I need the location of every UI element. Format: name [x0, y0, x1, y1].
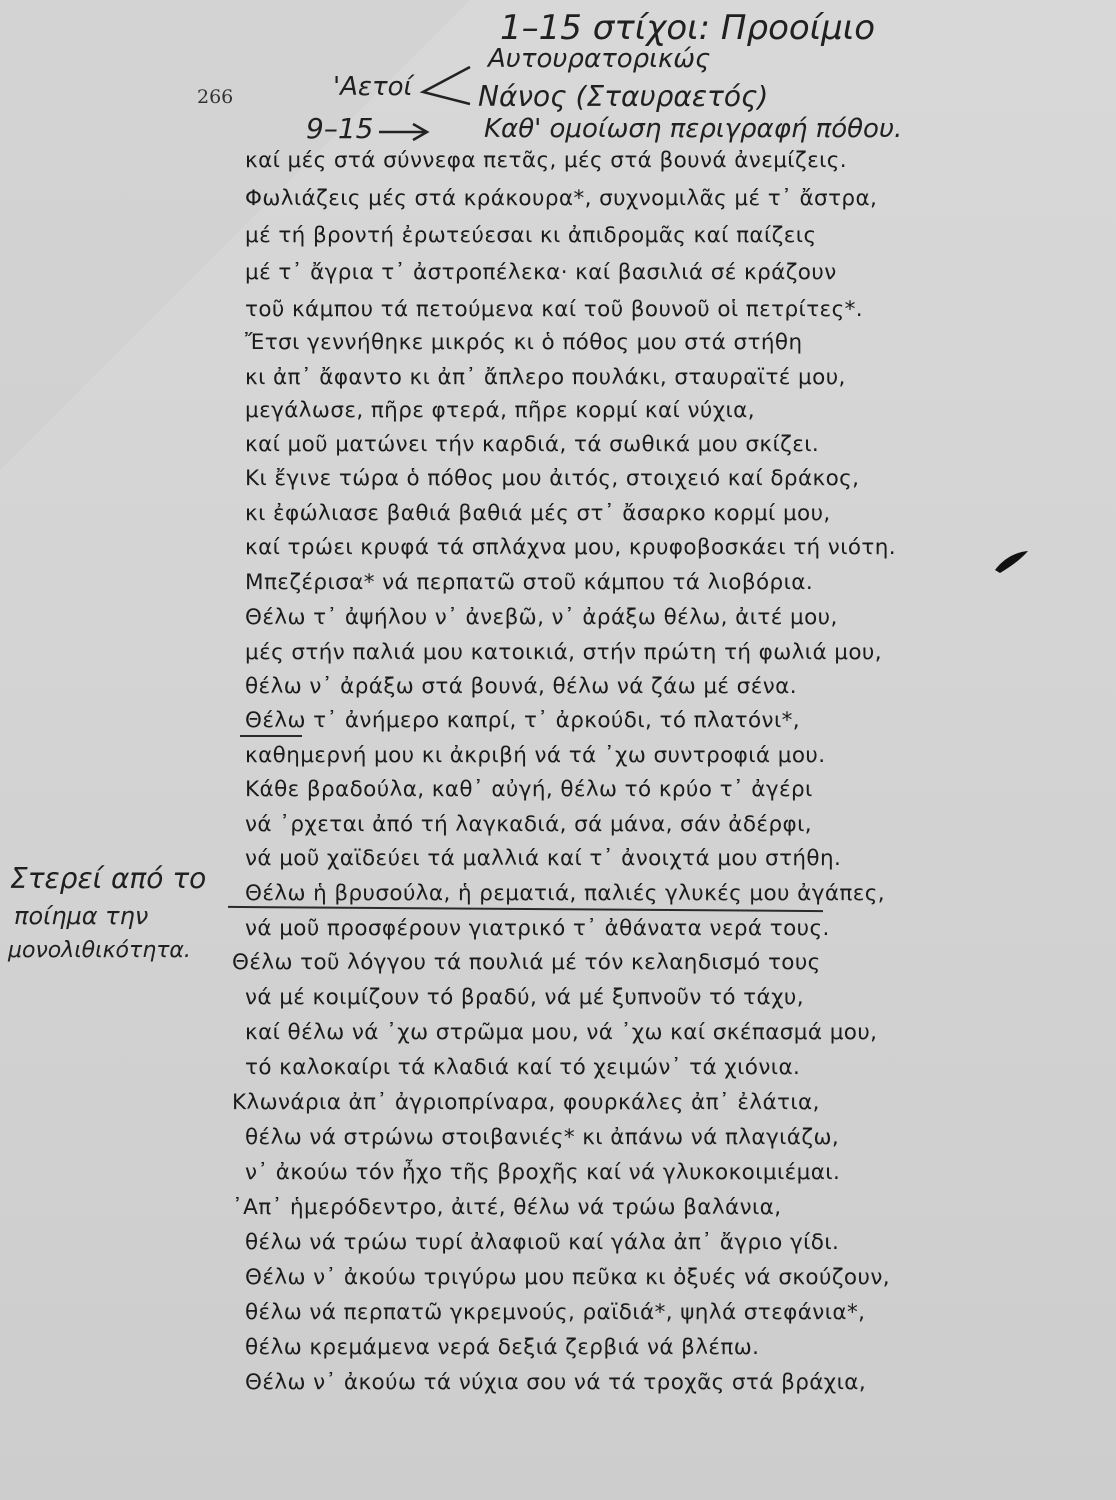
poem-line: μέ τ᾽ ἄγρια τ᾽ ἀστροπέλεκα· καί βασιλιά σέ κράζουν — [245, 260, 837, 285]
margin-note-line: Στερεί από το — [10, 862, 207, 895]
poem-line: καθημερνή μου κι ἀκριβή νά τά ᾽χω συντροφιά μου. — [245, 743, 826, 768]
poem-line: Κλωνάρια ἀπ᾽ ἀγριοπρίναρα, φουρκάλες ἀπ᾽ ἐλάτια, — [232, 1090, 820, 1115]
poem-line: Θέλω ἡ βρυσούλα, ἡ ρεματιά, παλιές γλυκές μου ἀγάπες, — [245, 881, 886, 906]
poem-line: θέλω κρεμάμενα νερά δεξιά ζερβιά νά βλέπω. — [245, 1335, 760, 1360]
handwritten-note-verses: 1–15 στίχοι: Προοίμιο — [500, 8, 876, 48]
handwritten-note-description: Καθ' ομοίωση περιγραφή πόθου. — [484, 114, 903, 144]
poem-line: νά μοῦ προσφέρουν γιατρικό τ᾽ ἀθάνατα νερά τους. — [245, 916, 830, 941]
poem-line: καί θέλω νά ᾽χω στρῶμα μου, νά ᾽χω καί σκέπασμά μου, — [245, 1020, 878, 1045]
poem-line: Φωλιάζεις μές στά κράκουρα*, συχνομιλᾶς μέ τ᾽ ἄστρα, — [245, 186, 878, 211]
poem-line: καί μοῦ ματώνει τήν καρδιά, τά σωθικά μου σκίζει. — [245, 432, 820, 457]
poem-line: νά ᾽ρχεται ἀπό τή λαγκαδιά, σά μάνα, σάν ἀδέρφι, — [245, 812, 812, 837]
margin-note-line: ποίημα την — [14, 902, 149, 930]
poem-line: Θέλω τ᾽ ἀνήμερο καπρί, τ᾽ ἀρκούδι, τό πλατόνι*, — [245, 708, 801, 733]
pencil-underline — [228, 906, 823, 912]
poem-line: μέ τή βροντή ἐρωτεύεσαι κι ἀπιδρομᾶς καί παίζεις — [245, 223, 817, 248]
poem-line: μεγάλωσε, πῆρε φτερά, πῆρε κορμί καί νύχια, — [245, 398, 755, 423]
poem-line: Θέλω τ᾽ ἀψήλου ν᾽ ἀνεβῶ, ν᾽ ἀράξω θέλω, ἀιτέ μου, — [245, 605, 838, 630]
poem-line: νά μοῦ χαϊδεύει τά μαλλιά καί τ᾽ ἀνοιχτά μου στήθη. — [245, 846, 842, 871]
pencil-underline — [240, 735, 302, 737]
handwritten-note-autocratoric: Αυτουρατορικώς — [488, 44, 711, 74]
poem-line: τό καλοκαίρι τά κλαδιά καί τό χειμών᾽ τά χιόνια. — [245, 1055, 801, 1080]
poem-line: θέλω νά στρώνω στοιβανιές* κι ἀπάνω νά πλαγιάζω, — [245, 1125, 840, 1150]
poem-line: θέλω νά περπατῶ γκρεμνούς, ραϊδιά*, ψηλά στεφάνια*, — [245, 1300, 866, 1325]
handwritten-note-nanos: Νάνος (Σταυραετός) — [478, 80, 769, 113]
poem-line: τοῦ κάμπου τά πετούμενα καί τοῦ βουνοῦ οἱ πετρίτες*. — [245, 297, 863, 322]
bracket-mark-icon — [415, 62, 475, 112]
poem-line: ν᾽ ἀκούω τόν ἦχο τῆς βροχῆς καί νά γλυκοκοιμιέμαι. — [245, 1160, 841, 1185]
handwritten-note-range: 9–15 — [306, 112, 374, 145]
poem-line: Θέλω ν᾽ ἀκούω τριγύρω μου πεῦκα κι ὀξυές νά σκούζουν, — [245, 1265, 890, 1290]
poem-line: θέλω νά τρώω τυρί ἀλαφιοῦ καί γάλα ἀπ᾽ ἄγριο γίδι. — [245, 1230, 840, 1255]
poem-line: Κι ἔγινε τώρα ὁ πόθος μου ἀιτός, στοιχειό καί δράκος, — [245, 466, 860, 491]
margin-note-line: μονολιθικότητα. — [8, 938, 191, 963]
poem-line: θέλω ν᾽ ἀράξω στά βουνά, θέλω νά ζάω μέ σένα. — [245, 674, 797, 699]
poem-line: καί τρώει κρυφά τά σπλάχνα μου, κρυφοβοσκάει τή νιότη. — [245, 535, 897, 560]
poem-line: νά μέ κοιμίζουν τό βραδύ, νά μέ ξυπνοῦν τό τάχυ, — [245, 985, 804, 1010]
poem-line: Θέλω ν᾽ ἀκούω τά νύχια σου νά τά τροχᾶς στά βράχια, — [245, 1370, 867, 1395]
handwritten-note-eagles: 'Αετοί — [333, 72, 413, 102]
poem-line: Θέλω τοῦ λόγγου τά πουλιά μέ τόν κελαηδισμό τους — [232, 950, 821, 975]
arrow-right-icon — [375, 120, 435, 144]
poem-line: Ἔτσι γεννήθηκε μικρός κι ὁ πόθος μου στά στήθη — [245, 330, 803, 355]
poem-line: Μπεζέρισα* νά περπατῶ στοῦ κάμπου τά λιοβόρια. — [245, 570, 814, 595]
poem-line: ᾽Απ᾽ ἡμερόδεντρο, ἀιτέ, θέλω νά τρώω βαλάνια, — [232, 1195, 782, 1220]
poem-line: κι ἀπ᾽ ἄφαντο κι ἀπ᾽ ἄπλερο πουλάκι, σταυραϊτέ μου, — [245, 365, 846, 390]
poem-line: κι ἐφώλιασε βαθιά βαθιά μές στ᾽ ἄσαρκο κορμί μου, — [245, 501, 831, 526]
poem-line: Κάθε βραδούλα, καθ᾽ αὐγή, θέλω τό κρύο τ᾽ ἀγέρι — [245, 777, 813, 802]
poem-line: μές στήν παλιά μου κατοικιά, στήν πρώτη τή φωλιά μου, — [245, 640, 882, 665]
poem-line: καί μές στά σύννεφα πετᾶς, μές στά βουνά ἀνεμίζεις. — [245, 148, 848, 173]
ink-blot-icon — [992, 548, 1032, 576]
page-number: 266 — [197, 86, 234, 108]
